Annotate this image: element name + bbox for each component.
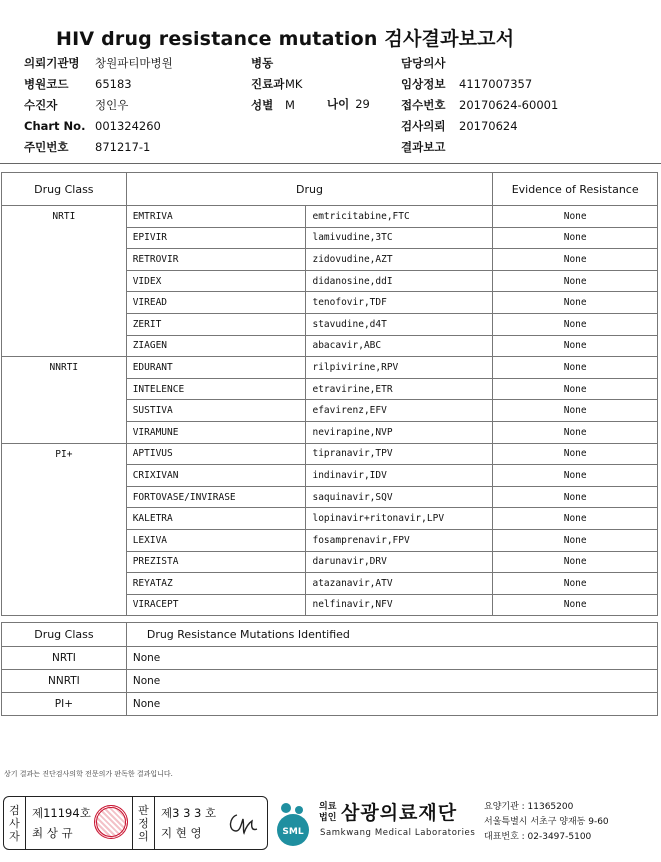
evidence-header: Evidence of Resistance <box>493 173 658 206</box>
info-label: 진료과 <box>251 77 285 91</box>
logo-text: SML <box>282 827 304 837</box>
generic-name-cell: saquinavir,SQV <box>306 486 493 508</box>
evidence-cell: None <box>493 206 658 228</box>
drug-class-cell: PI+ <box>2 443 127 616</box>
info-value: 20170624 <box>459 119 518 133</box>
header-divider <box>0 163 661 164</box>
brand-name-cell: ZERIT <box>126 313 306 335</box>
evidence-cell: None <box>493 400 658 422</box>
evidence-cell: None <box>493 465 658 487</box>
evidence-cell: None <box>493 594 658 616</box>
drug-header: Drug <box>126 173 493 206</box>
sml-logo-icon <box>272 800 314 848</box>
evidence-cell: None <box>493 551 658 573</box>
brand-name-cell: INTELENCE <box>126 378 306 400</box>
generic-name-cell: fosamprenavir,FPV <box>306 529 493 551</box>
table-row <box>2 443 658 465</box>
reviewer-label <box>133 797 155 849</box>
mutation-table-header <box>2 623 658 647</box>
mutation-class-header: Drug Class <box>2 623 127 647</box>
info-label: 의뢰기관명 <box>24 56 80 70</box>
info-value: MK <box>285 77 303 91</box>
evidence-cell: None <box>493 292 658 314</box>
age-value: 29 <box>355 97 370 111</box>
evidence-cell: None <box>493 249 658 271</box>
table-row <box>2 206 658 228</box>
signature-icon <box>225 809 261 837</box>
info-row <box>24 95 173 116</box>
info-row <box>401 53 558 74</box>
evidence-cell: None <box>493 486 658 508</box>
info-label: 주민번호 <box>24 140 69 154</box>
footnote: 상기 결과는 진단검사의학 전문의가 판독한 결과입니다. <box>4 770 173 778</box>
brand-name-cell: SUSTIVA <box>126 400 306 422</box>
brand-name-cell: FORTOVASE/INVIRASE <box>126 486 306 508</box>
evidence-cell: None <box>493 508 658 530</box>
generic-name-cell: nelfinavir,NFV <box>306 594 493 616</box>
mutation-class-cell: NRTI <box>2 647 127 670</box>
examiner-name: 최 상 규 <box>32 826 73 840</box>
report-title: HIV drug resistance mutation 검사결과보고서 <box>56 28 515 50</box>
table-row <box>2 693 658 716</box>
info-row <box>24 74 173 95</box>
info-row <box>24 116 173 137</box>
brand-name-cell: RETROVIR <box>126 249 306 271</box>
evidence-cell: None <box>493 313 658 335</box>
evidence-cell: None <box>493 335 658 357</box>
generic-name-cell: darunavir,DRV <box>306 551 493 573</box>
evidence-cell: None <box>493 270 658 292</box>
age-label: 나이 <box>327 97 350 111</box>
info-label: Chart No. <box>24 119 86 133</box>
generic-name-cell: efavirenz,EFV <box>306 400 493 422</box>
generic-name-cell: zidovudine,AZT <box>306 249 493 271</box>
generic-name-cell: etravirine,ETR <box>306 378 493 400</box>
info-row <box>24 137 173 158</box>
brand-name-cell: LEXIVA <box>126 529 306 551</box>
patient-info-middle <box>251 53 302 116</box>
patient-age <box>327 94 370 114</box>
mutation-class-cell: PI+ <box>2 693 127 716</box>
table-row <box>2 670 658 693</box>
table-row <box>2 357 658 379</box>
brand-name-cell: KALETRA <box>126 508 306 530</box>
info-value: 4117007357 <box>459 77 533 91</box>
brand-name-cell: VIDEX <box>126 270 306 292</box>
brand-name-cell: EPIVIR <box>126 227 306 249</box>
info-row <box>401 74 558 95</box>
info-label: 병원코드 <box>24 77 69 91</box>
generic-name-cell: nevirapine,NVP <box>306 421 493 443</box>
generic-name-cell: indinavir,IDV <box>306 465 493 487</box>
info-row <box>251 95 302 116</box>
reviewer-label-char: 의 <box>138 829 149 843</box>
legal-form-line: 법인 <box>319 813 337 823</box>
evidence-cell: None <box>493 443 658 465</box>
generic-name-cell: stavudine,d4T <box>306 313 493 335</box>
brand-name-cell: EMTRIVA <box>126 206 306 228</box>
seal-stamp-icon <box>94 805 128 839</box>
evidence-cell: None <box>493 227 658 249</box>
signature-box <box>3 796 268 850</box>
brand-name-cell: CRIXIVAN <box>126 465 306 487</box>
contact-line: 요양기관 : 11365200 <box>484 802 574 812</box>
brand-name-cell: EDURANT <box>126 357 306 379</box>
info-row <box>24 53 173 74</box>
organization-contact <box>484 800 609 845</box>
brand-name-cell: VIRACEPT <box>126 594 306 616</box>
generic-name-cell: tenofovir,TDF <box>306 292 493 314</box>
info-label: 검사의뢰 <box>401 119 446 133</box>
reviewer-label-char: 판 <box>138 803 149 817</box>
drug-class-cell: NRTI <box>2 206 127 357</box>
evidence-cell: None <box>493 357 658 379</box>
mutation-value-cell: None <box>126 647 657 670</box>
info-value: 창원파티마병원 <box>95 56 173 70</box>
organization-name: 삼광의료재단 <box>341 802 458 824</box>
generic-name-cell: rilpivirine,RPV <box>306 357 493 379</box>
examiner <box>26 797 133 849</box>
drug-class-cell: NNRTI <box>2 357 127 443</box>
evidence-cell: None <box>493 421 658 443</box>
table-row <box>2 647 658 670</box>
info-row <box>401 95 558 116</box>
mutation-value-cell: None <box>126 693 657 716</box>
examiner-label-char: 검 <box>9 803 20 817</box>
mutation-table <box>1 622 658 716</box>
generic-name-cell: atazanavir,ATV <box>306 573 493 595</box>
brand-name-cell: REYATAZ <box>126 573 306 595</box>
legal-form-line: 의료 <box>319 802 337 812</box>
generic-name-cell: lopinavir+ritonavir,LPV <box>306 508 493 530</box>
generic-name-cell: emtricitabine,FTC <box>306 206 493 228</box>
info-row <box>401 137 558 158</box>
reviewer-label-char: 정 <box>138 816 149 830</box>
evidence-cell: None <box>493 573 658 595</box>
info-label: 결과보고 <box>401 140 446 154</box>
info-value: 20170624-60001 <box>459 98 559 112</box>
brand-name-cell: VIREAD <box>126 292 306 314</box>
patient-info-left <box>24 53 173 158</box>
mutation-identified-header: Drug Resistance Mutations Identified <box>126 623 657 647</box>
brand-name-cell: PREZISTA <box>126 551 306 573</box>
info-label: 담당의사 <box>401 56 446 70</box>
info-row <box>401 116 558 137</box>
examiner-label-char: 사 <box>9 816 20 830</box>
info-label: 수진자 <box>24 98 58 112</box>
info-label: 접수번호 <box>401 98 446 112</box>
contact-line: 대표번호 : 02-3497-5100 <box>484 832 592 842</box>
info-row <box>251 53 302 74</box>
info-value: 정인우 <box>95 98 129 112</box>
info-label: 병동 <box>251 56 274 70</box>
organization-block <box>272 798 652 852</box>
info-value: 001324260 <box>95 119 161 133</box>
brand-name-cell: VIRAMUNE <box>126 421 306 443</box>
info-value: 65183 <box>95 77 132 91</box>
brand-name-cell: APTIVUS <box>126 443 306 465</box>
patient-info-right <box>401 53 558 158</box>
reviewer-name: 지 현 영 <box>161 826 202 840</box>
generic-name-cell: tipranavir,TPV <box>306 443 493 465</box>
info-label: 임상정보 <box>401 77 446 91</box>
info-value: 871217-1 <box>95 140 151 154</box>
info-label: 성별 <box>251 98 274 112</box>
examiner-label-char: 자 <box>9 829 20 843</box>
mutation-class-cell: NNRTI <box>2 670 127 693</box>
drug-table-header <box>2 173 658 206</box>
info-value: M <box>285 98 295 112</box>
evidence-cell: None <box>493 529 658 551</box>
generic-name-cell: didanosine,ddI <box>306 270 493 292</box>
drug-resistance-table <box>1 172 658 616</box>
drug-class-header: Drug Class <box>2 173 127 206</box>
brand-name-cell: ZIAGEN <box>126 335 306 357</box>
legal-form <box>319 802 337 824</box>
info-row <box>251 74 302 95</box>
organization-english-name: Samkwang Medical Laboratories <box>320 828 476 838</box>
examiner-license: 제11194호 <box>32 806 91 820</box>
mutation-value-cell: None <box>126 670 657 693</box>
examiner-label <box>4 797 26 849</box>
reviewer <box>155 797 265 849</box>
contact-line: 서울특별시 서초구 양재동 9-60 <box>484 817 609 827</box>
generic-name-cell: abacavir,ABC <box>306 335 493 357</box>
reviewer-license: 제3 3 3 호 <box>161 806 217 820</box>
generic-name-cell: lamivudine,3TC <box>306 227 493 249</box>
evidence-cell: None <box>493 378 658 400</box>
